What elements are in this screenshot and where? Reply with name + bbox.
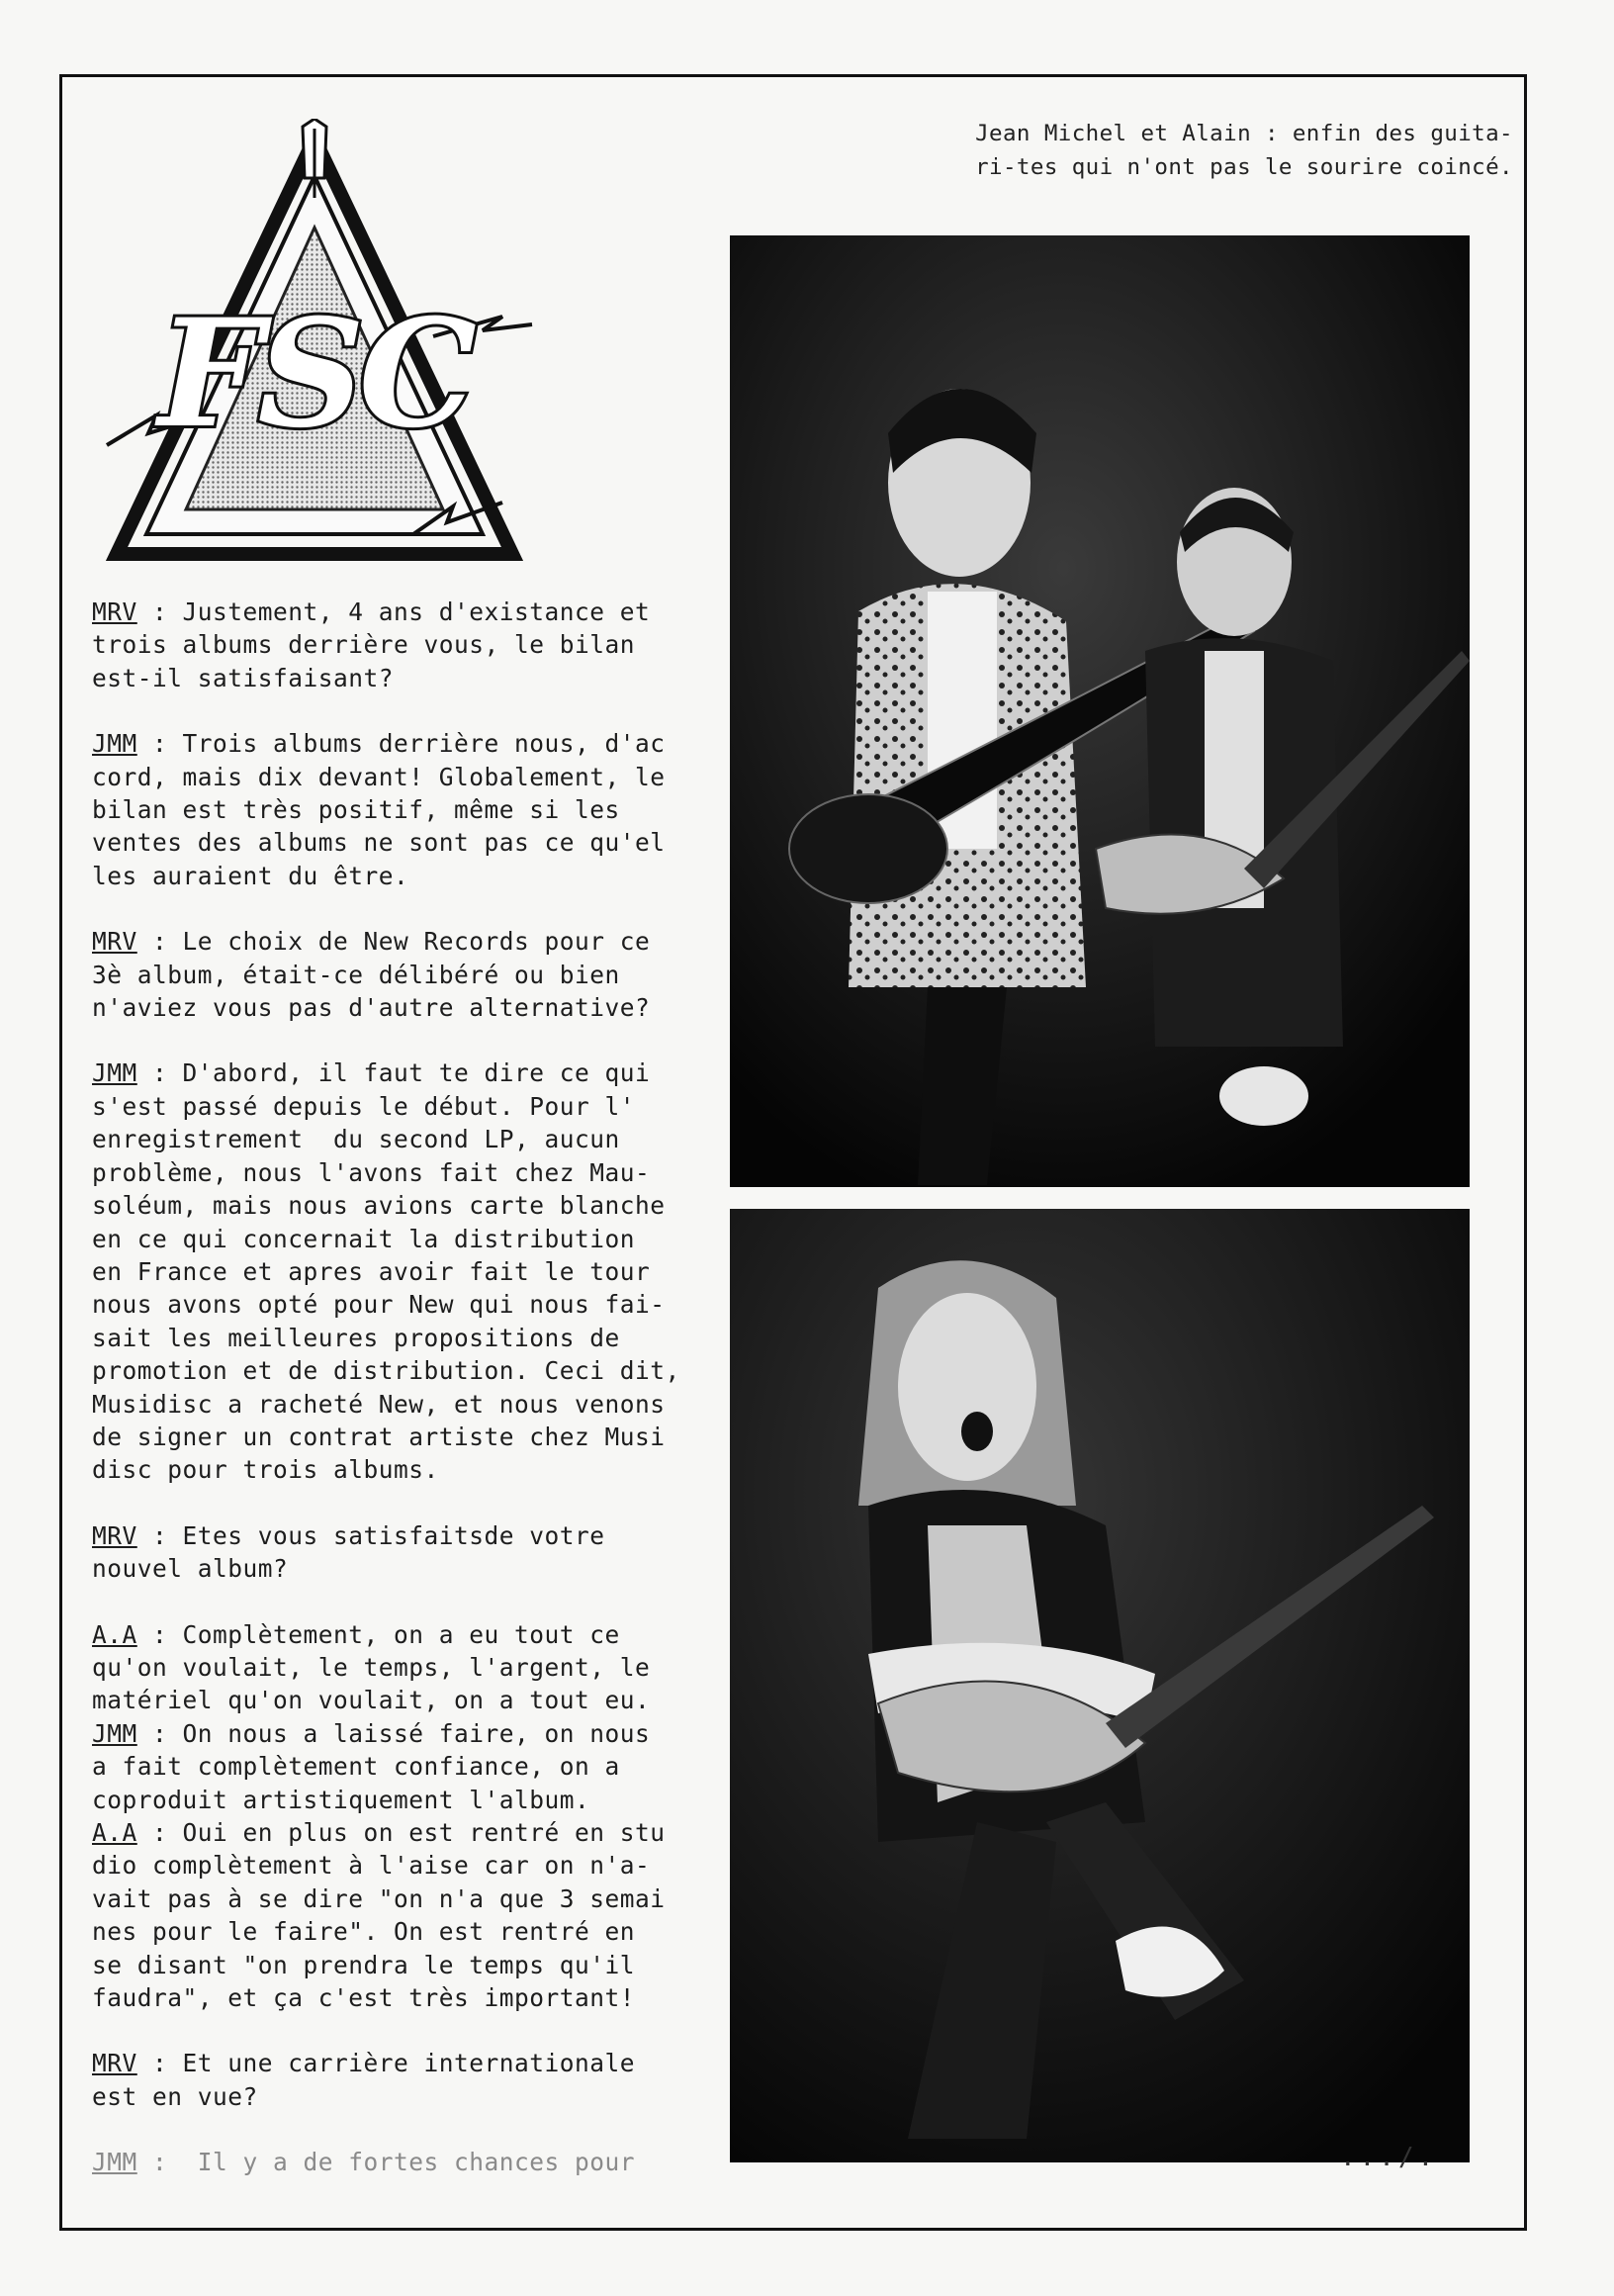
text-line: se disant "on prendra le temps qu'il <box>92 1950 636 1979</box>
logo-text: FSC <box>157 287 472 461</box>
interview-paragraph <box>92 2146 745 2178</box>
speaker-label: A.A <box>92 1818 137 1847</box>
interview-text <box>92 596 745 2212</box>
text-line: dio complètement à l'aise car on n'a- <box>92 1851 651 1881</box>
interview-paragraph <box>92 1519 745 1586</box>
speaker-text: : Etes vous satisfaitsde votre <box>136 1520 605 1550</box>
text-line: coproduit artistiquement l'album. <box>92 1785 590 1814</box>
text-line: est-il satisfaisant? <box>92 663 395 692</box>
speaker-label: JMM <box>92 1718 137 1748</box>
speaker-label: JMM <box>92 2148 137 2177</box>
interview-paragraph <box>92 2047 745 2113</box>
speaker-text: : Il y a de fortes chances pour <box>136 2148 636 2177</box>
speaker-label: MRV <box>92 597 137 626</box>
text-line: nous avons opté pour New qui nous fai- <box>92 1290 666 1320</box>
text-line: cord, mais dix devant! Globalement, le <box>92 762 666 791</box>
text-line: trois albums derrière vous, le bilan <box>92 630 636 660</box>
concert-photo-guitarists <box>730 235 1470 1187</box>
concert-photo-singer <box>730 1209 1470 2162</box>
text-line: problème, nous l'avons fait chez Mau- <box>92 1157 651 1187</box>
text-line: matériel qu'on voulait, on a tout eu. <box>92 1686 651 1715</box>
speaker-text: : Trois albums derrière nous, d'ac <box>136 729 666 759</box>
speaker-text: : Complètement, on a eu tout ce <box>136 1619 620 1649</box>
speaker-label: A.A <box>92 1619 137 1649</box>
text-line: disc pour trois albums. <box>92 1455 439 1485</box>
speaker-label: JMM <box>92 1058 137 1088</box>
text-line: bilan est très positif, même si les <box>92 795 620 825</box>
interview-paragraph <box>92 596 745 694</box>
text-line: a fait complètement confiance, on a <box>92 1752 620 1782</box>
text-line <box>92 1056 745 1089</box>
text-line: est en vue? <box>92 2081 258 2111</box>
interview-paragraph <box>92 1056 745 1486</box>
speaker-label: MRV <box>92 927 137 957</box>
text-line <box>92 1816 745 1849</box>
text-line <box>92 1717 745 1750</box>
speaker-label: JMM <box>92 729 137 759</box>
text-line: ventes des albums ne sont pas ce qu'el <box>92 828 666 858</box>
interview-paragraph <box>92 925 745 1024</box>
text-line <box>92 2047 745 2079</box>
text-line <box>92 925 745 958</box>
fsc-logo <box>87 119 542 574</box>
caption-line: ri-tes qui n'ont pas le sourire coincé. <box>975 154 1513 180</box>
text-line: 3è album, était-ce délibéré ou bien <box>92 960 620 989</box>
speaker-label: MRV <box>92 1520 137 1550</box>
caption-line: Jean Michel et Alain : enfin des guita- <box>975 121 1513 146</box>
speaker-text: : Oui en plus on est rentré en stu <box>136 1818 666 1847</box>
text-line: faudra", et ça c'est très important! <box>92 1983 636 2013</box>
speaker-label: MRV <box>92 2049 137 2078</box>
text-line <box>92 1519 745 1552</box>
text-line: s'est passé depuis le début. Pour l' <box>92 1091 636 1121</box>
text-line: sait les meilleures propositions de <box>92 1323 620 1352</box>
text-line: Musidisc a racheté New, et nous venons <box>92 1389 666 1419</box>
text-line <box>92 596 745 628</box>
speaker-text: : Justement, 4 ans d'existance et <box>136 597 651 626</box>
page-continuation-mark: .../. <box>1340 2143 1438 2172</box>
text-line: qu'on voulait, le temps, l'argent, le <box>92 1652 651 1682</box>
interview-paragraph <box>92 1618 745 1717</box>
text-line: les auraient du être. <box>92 861 409 890</box>
text-line: soléum, mais nous avions carte blanche <box>92 1191 666 1221</box>
text-line: en ce qui concernait la distribution <box>92 1224 636 1253</box>
speaker-text: : On nous a laissé faire, on nous <box>136 1718 651 1748</box>
speaker-text: : D'abord, il faut te dire ce qui <box>136 1058 651 1088</box>
text-line: en France et apres avoir fait le tour <box>92 1256 651 1286</box>
speaker-text: : Le choix de New Records pour ce <box>136 927 651 957</box>
text-line <box>92 727 745 760</box>
text-line: n'aviez vous pas d'autre alternative? <box>92 993 651 1023</box>
photo-caption <box>860 117 1513 184</box>
text-line <box>92 2146 745 2178</box>
interview-paragraph <box>92 1717 745 1816</box>
text-line: vait pas à se dire "on n'a que 3 semai <box>92 1883 666 1913</box>
text-line: enregistrement du second LP, aucun <box>92 1125 620 1154</box>
speaker-text: : Et une carrière internationale <box>136 2049 636 2078</box>
text-line <box>92 1618 745 1651</box>
text-line: promotion et de distribution. Ceci dit, <box>92 1356 680 1386</box>
text-line: nes pour le faire". On est rentré en <box>92 1917 636 1947</box>
interview-paragraph <box>92 1816 745 2014</box>
text-line: nouvel album? <box>92 1554 289 1584</box>
text-line: de signer un contrat artiste chez Musi <box>92 1422 666 1451</box>
interview-paragraph <box>92 727 745 892</box>
